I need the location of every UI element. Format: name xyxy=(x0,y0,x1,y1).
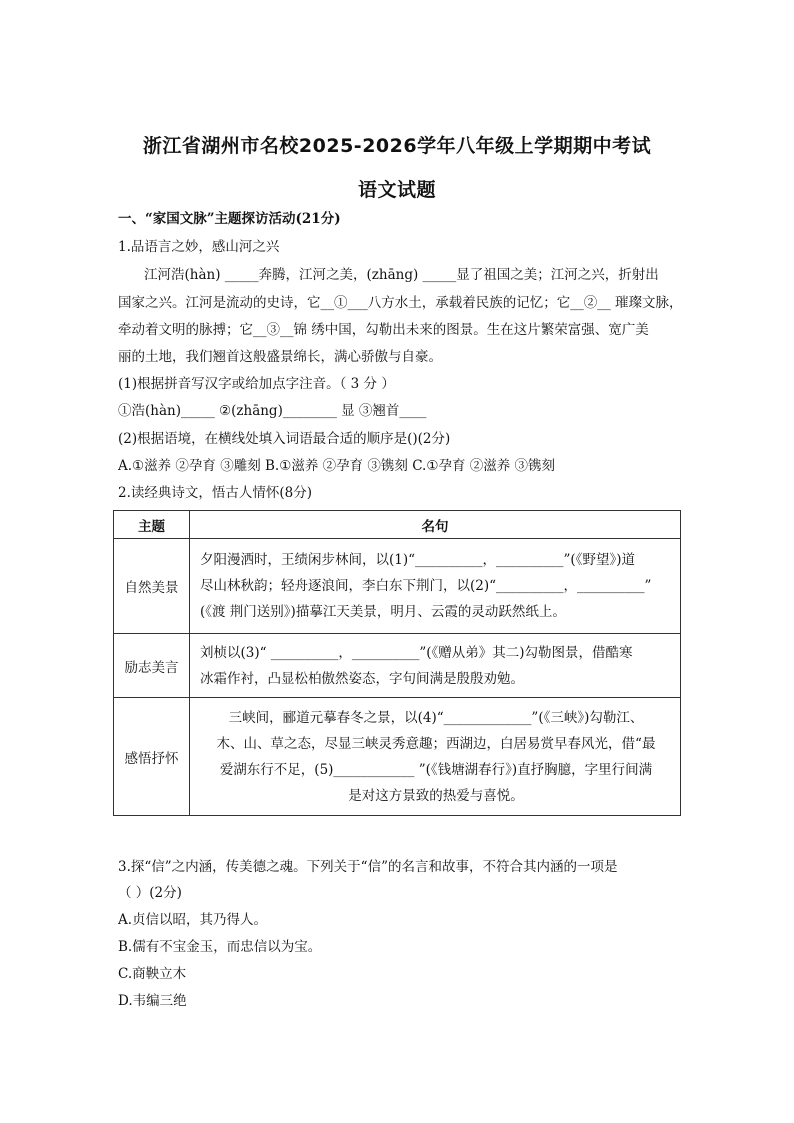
question-1-options: A.①滋养 ②孕育 ③雕刻 B.①滋养 ②孕育 ③镌刻 C.①孕育 ②滋养 ③镌刻 xyxy=(118,458,556,474)
table-content-line: 尽山林秋韵；轻舟逐浪间，李白东下荆门，以(2)“__________，__________” xyxy=(200,578,652,594)
passage-line-2: 国家之兴。江河是流动的史诗，它__①___八方水土，承载着民族的记忆；它__②__ 璀璨文脉， xyxy=(118,295,683,311)
table-header-lines: 名句 xyxy=(190,511,681,539)
table-content-line: 夕阳漫洒时，王绩闲步林间，以(1)“__________，__________”(《野望》)道 xyxy=(200,552,635,568)
table-content-line: 是对这方景致的热爱与喜悦。 xyxy=(348,787,524,804)
question-1-sub1-blanks: ①浩(hàn)_____ ②(zhāng)________ 显 ③翘首____ xyxy=(118,403,427,419)
table-cell-topic: 感悟抒怀 xyxy=(114,698,190,816)
question-2-label: 2.读经典诗文，悟古人情怀(8分) xyxy=(118,485,313,501)
table-content-line: 三峡间，郦道元摹春冬之景，以(4)“_____________”(《三峡》)勾勒江、 xyxy=(228,709,644,726)
passage-line-3: 牵动着文明的脉搏；它__③__锦 绣中国，勾勒出未来的图景。生在这片繁荣富强、宽广美 xyxy=(118,322,649,338)
question-3-option-d: D.韦编三绝 xyxy=(118,993,187,1009)
table-cell-content xyxy=(190,634,681,698)
table-row xyxy=(114,698,681,816)
page-title: 浙江省湖州市名校2025-2026学年八年级上学期期中考试 xyxy=(142,135,652,157)
table-cell-topic: 励志美言 xyxy=(114,634,190,698)
table-cell-topic: 自然美景 xyxy=(114,539,190,634)
table-content-line: (《渡 荆门送别》)描摹江天美景，明月、云霞的灵动跃然纸上。 xyxy=(200,604,566,620)
question-3-label-cont: （ ）(2分) xyxy=(118,885,182,901)
table-content-line: 爱湖东行不足，(5)____________ ”(《钱塘湖春行》)直抒胸臆，字里行间满 xyxy=(219,761,653,778)
table-cell-content xyxy=(190,698,681,816)
question-3-option-c: C.商鞅立木 xyxy=(118,966,187,982)
table-row xyxy=(114,539,681,634)
section-heading: 一、“家国文脉”主题探访活动(21分) xyxy=(118,211,341,227)
table-cell-content xyxy=(190,539,681,634)
question-1-sub2: (2)根据语境，在横线处填入词语最合适的顺序是()(2分) xyxy=(118,431,451,447)
poetry-table xyxy=(113,510,681,816)
question-3-option-a: A.贞信以昭，其乃得人。 xyxy=(118,912,268,928)
table-row xyxy=(114,634,681,698)
passage-line-4: 丽的土地，我们翘首这般盛景绵长，满心骄傲与自豪。 xyxy=(118,349,442,365)
table-header-topic: 主题 xyxy=(114,511,190,539)
question-1-sub1: (1)根据拼音写汉字或给加点字注音。（ 3 分 ） xyxy=(118,376,395,392)
table-header-row xyxy=(114,511,681,539)
table-content-line: 刘桢以(3)“ __________，__________”(《赠从弟》其二)勾勒图景，借酷寒 xyxy=(200,644,633,661)
page-subtitle: 语文试题 xyxy=(357,179,436,201)
question-1-label: 1.品语言之妙，感山河之兴 xyxy=(118,239,280,255)
table-content-line: 冰霜作衬，凸显松柏傲然姿态，字句间满是殷殷劝勉。 xyxy=(200,670,524,687)
table-content-line: 木、山、草之态，尽显三峡灵秀意趣；西湖边，白居易赏早春风光，借“最 xyxy=(216,735,656,752)
passage-line-1: 江河浩(hàn) _____奔腾，江河之美，(zhāng) _____显了祖国之美；江河之兴，折射出 xyxy=(144,267,659,283)
question-3-label: 3.探“信”之内涵，传美德之魂。下列关于“信”的名言和故事，不符合其内涵的一项是 xyxy=(118,859,618,875)
question-3-option-b: B.儒有不宝金玉，而忠信以为宝。 xyxy=(118,939,322,955)
